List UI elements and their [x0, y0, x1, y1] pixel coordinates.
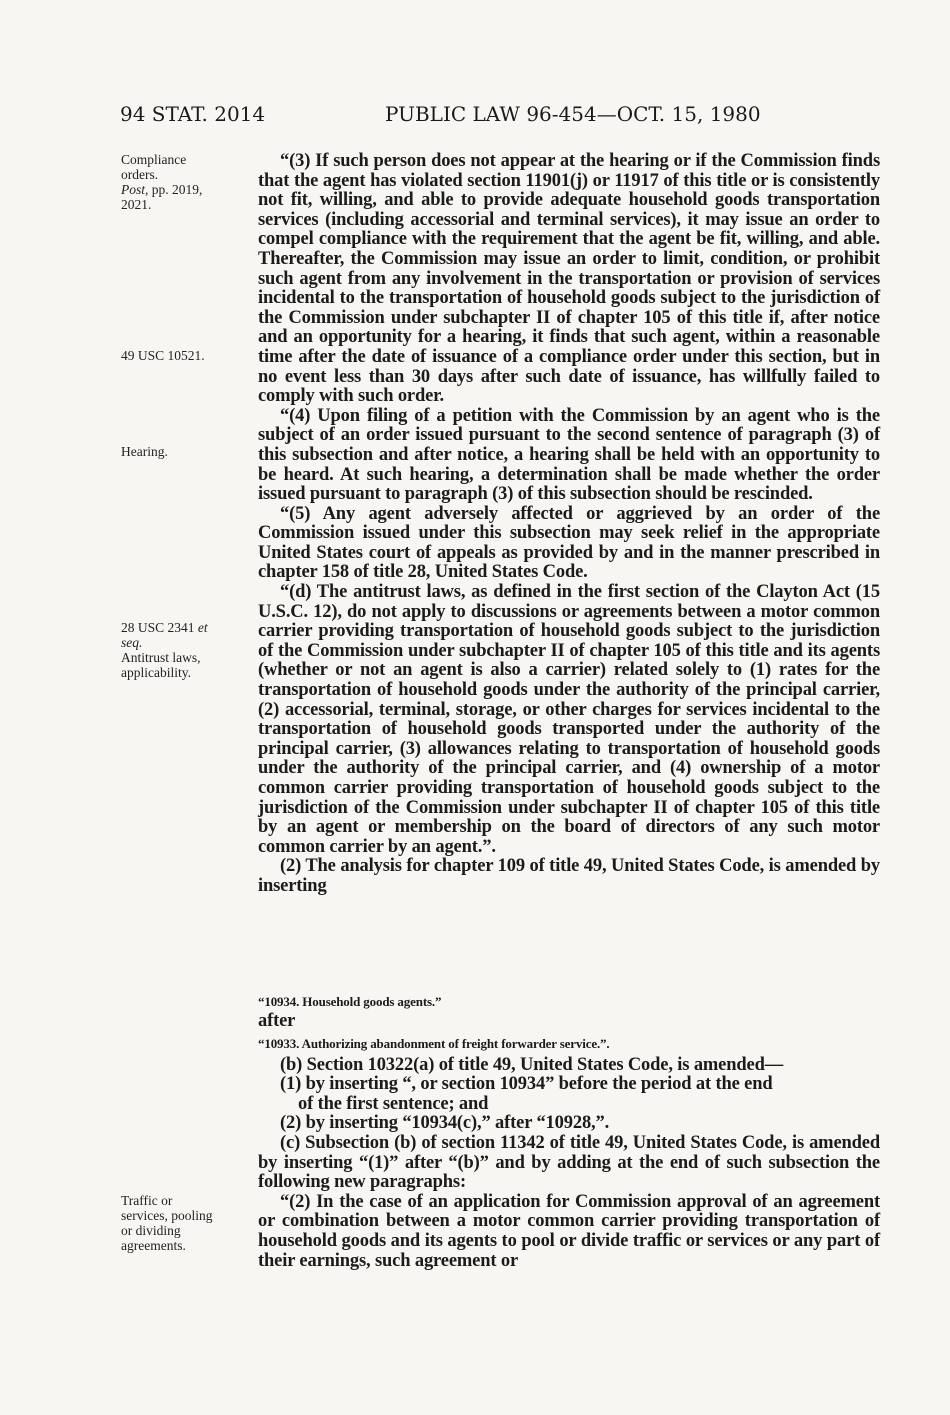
- usc-2341-et: et: [197, 620, 208, 635]
- usc-2341-text: 28 USC 2341: [121, 620, 198, 635]
- margin-note-line: Compliance: [121, 152, 187, 167]
- post-pages: pp. 2019,: [148, 182, 203, 197]
- statute-page-number: 94 STAT. 2014: [120, 102, 266, 126]
- inserted-line-10934: “10934. Household goods agents.”: [258, 994, 442, 1009]
- margin-note-28-usc-2341: [121, 620, 241, 680]
- paragraph-4: “(4) Upon filing of a petition with the Commission by an agent who is the subject of an order issued pursuant to the second sentence of paragraph (3) of this subsection and after notice, a hearing shall be held with an opportunity to be heard. At such hearing, a determination shall be made whether the order issued pursuant to paragraph (3) of this subsection should be rescinded.: [258, 405, 880, 505]
- margin-note-compliance-orders: [121, 152, 241, 212]
- margin-note-line: 2021.: [121, 197, 152, 212]
- after-word: after: [258, 1011, 296, 1031]
- margin-note-line: seq.: [121, 635, 143, 650]
- page-header: [120, 102, 880, 132]
- body-text-bottom: [258, 994, 880, 1271]
- margin-note-hearing: Hearing.: [121, 444, 168, 459]
- paragraph-2-analysis: (2) The analysis for chapter 109 of title 49, United States Code, is amended by inserting: [258, 856, 880, 896]
- public-law-title: PUBLIC LAW 96-454—OCT. 15, 1980: [385, 102, 761, 126]
- paragraph-b-item-1: (1) by inserting “, or section 10934” before the period at the end: [280, 1074, 773, 1095]
- paragraph-b: (b) Section 10322(a) of title 49, United States Code, is amended—: [280, 1054, 784, 1075]
- body-text-top: [258, 152, 880, 897]
- post-italic: Post,: [121, 182, 149, 197]
- paragraph-b-item-2: (2) by inserting “10934(c),” after “10928,”.: [280, 1113, 610, 1134]
- paragraph-d: “(d) The antitrust laws, as defined in the first section of the Clayton Act (15 U.S.C. 12), do not apply to discussions or agreements between a motor common carrier providing transportation of household goods subject to the jurisdiction of the Commission under subchapter II of chapter 105 of this title and its agents (whether or not an agent is also a carrier) related solely to (1) rates for the transportation of household goods under the authority of the principal carrier, (2) accessorial, terminal, storage, or other charges for services incidental to the transportation of household goods transported under the authority of the principal carrier, (3) allowances relating to transportation of household goods under the authority of the principal carrier, and (4) ownership of a motor common carrier providing transportation of household goods subject to the jurisdiction of the Commission under subchapter II of chapter 105 of this title by an agent or membership on the board of directors of any such motor common carrier by an agent.”.: [258, 582, 880, 857]
- inserted-line-10933: “10933. Authorizing abandonment of freight forwarder service.”.: [258, 1035, 610, 1051]
- margin-note-49-usc-10521: 49 USC 10521.: [121, 348, 205, 363]
- paragraph-c: (c) Subsection (b) of section 11342 of title 49, United States Code, is amended by inserting “(1)” after “(b)” and by adding at the end of such subsection the following new paragraphs:: [258, 1132, 880, 1193]
- margin-note-line: [121, 620, 241, 635]
- paragraph-5: “(5) Any agent adversely affected or aggrieved by an order of the Commission issued under this subsection may seek relief in the appropriate United States court of appeals as provided by and in the manner prescribed in chapter 158 of title 28, United States Code.: [258, 503, 880, 583]
- margin-note-line: agreements.: [121, 1238, 186, 1253]
- margin-note-traffic-pooling: [121, 1193, 241, 1253]
- paragraph-c-2: “(2) In the case of an application for Commission approval of an agreement or combination between a motor common carrier providing transportation of household goods and its agents to pool or divide traffic or services or any part of their earnings, such agreement or: [258, 1191, 880, 1271]
- margin-note-line: Traffic or: [121, 1193, 173, 1208]
- paragraph-b-item-1-cont: of the first sentence; and: [298, 1093, 489, 1114]
- margin-note-line: or dividing: [121, 1223, 181, 1238]
- margin-note-line: services, pooling: [121, 1208, 213, 1223]
- margin-note-antitrust: Antitrust laws,: [121, 650, 201, 665]
- margin-note-line: orders.: [121, 167, 159, 182]
- margin-note-line: [121, 182, 241, 197]
- margin-note-line: applicability.: [121, 665, 191, 680]
- paragraph-3: “(3) If such person does not appear at the hearing or if the Commission finds that the agent has violated section 11901(j) or 11917 of this title or is consistently not fit, willing, and able to provide adequate household goods transportation services (including accessorial and terminal services), it may issue an order to compel compliance with the requirement that the agent be fit, willing, and able. Thereafter, the Commission may issue an order to limit, condition, or prohibit such agent from any involvement in the transportation or provision of services incidental to the transportation of household goods subject to the jurisdiction of the Commission under subchapter II of chapter 105 of this title if, after notice and an opportunity for a hearing, it finds that such agent, within a reasonable time after the date of issuance of a compliance order under this section, but in no event less than 30 days after such date of issuance, has willfully failed to comply with such order.: [258, 151, 880, 407]
